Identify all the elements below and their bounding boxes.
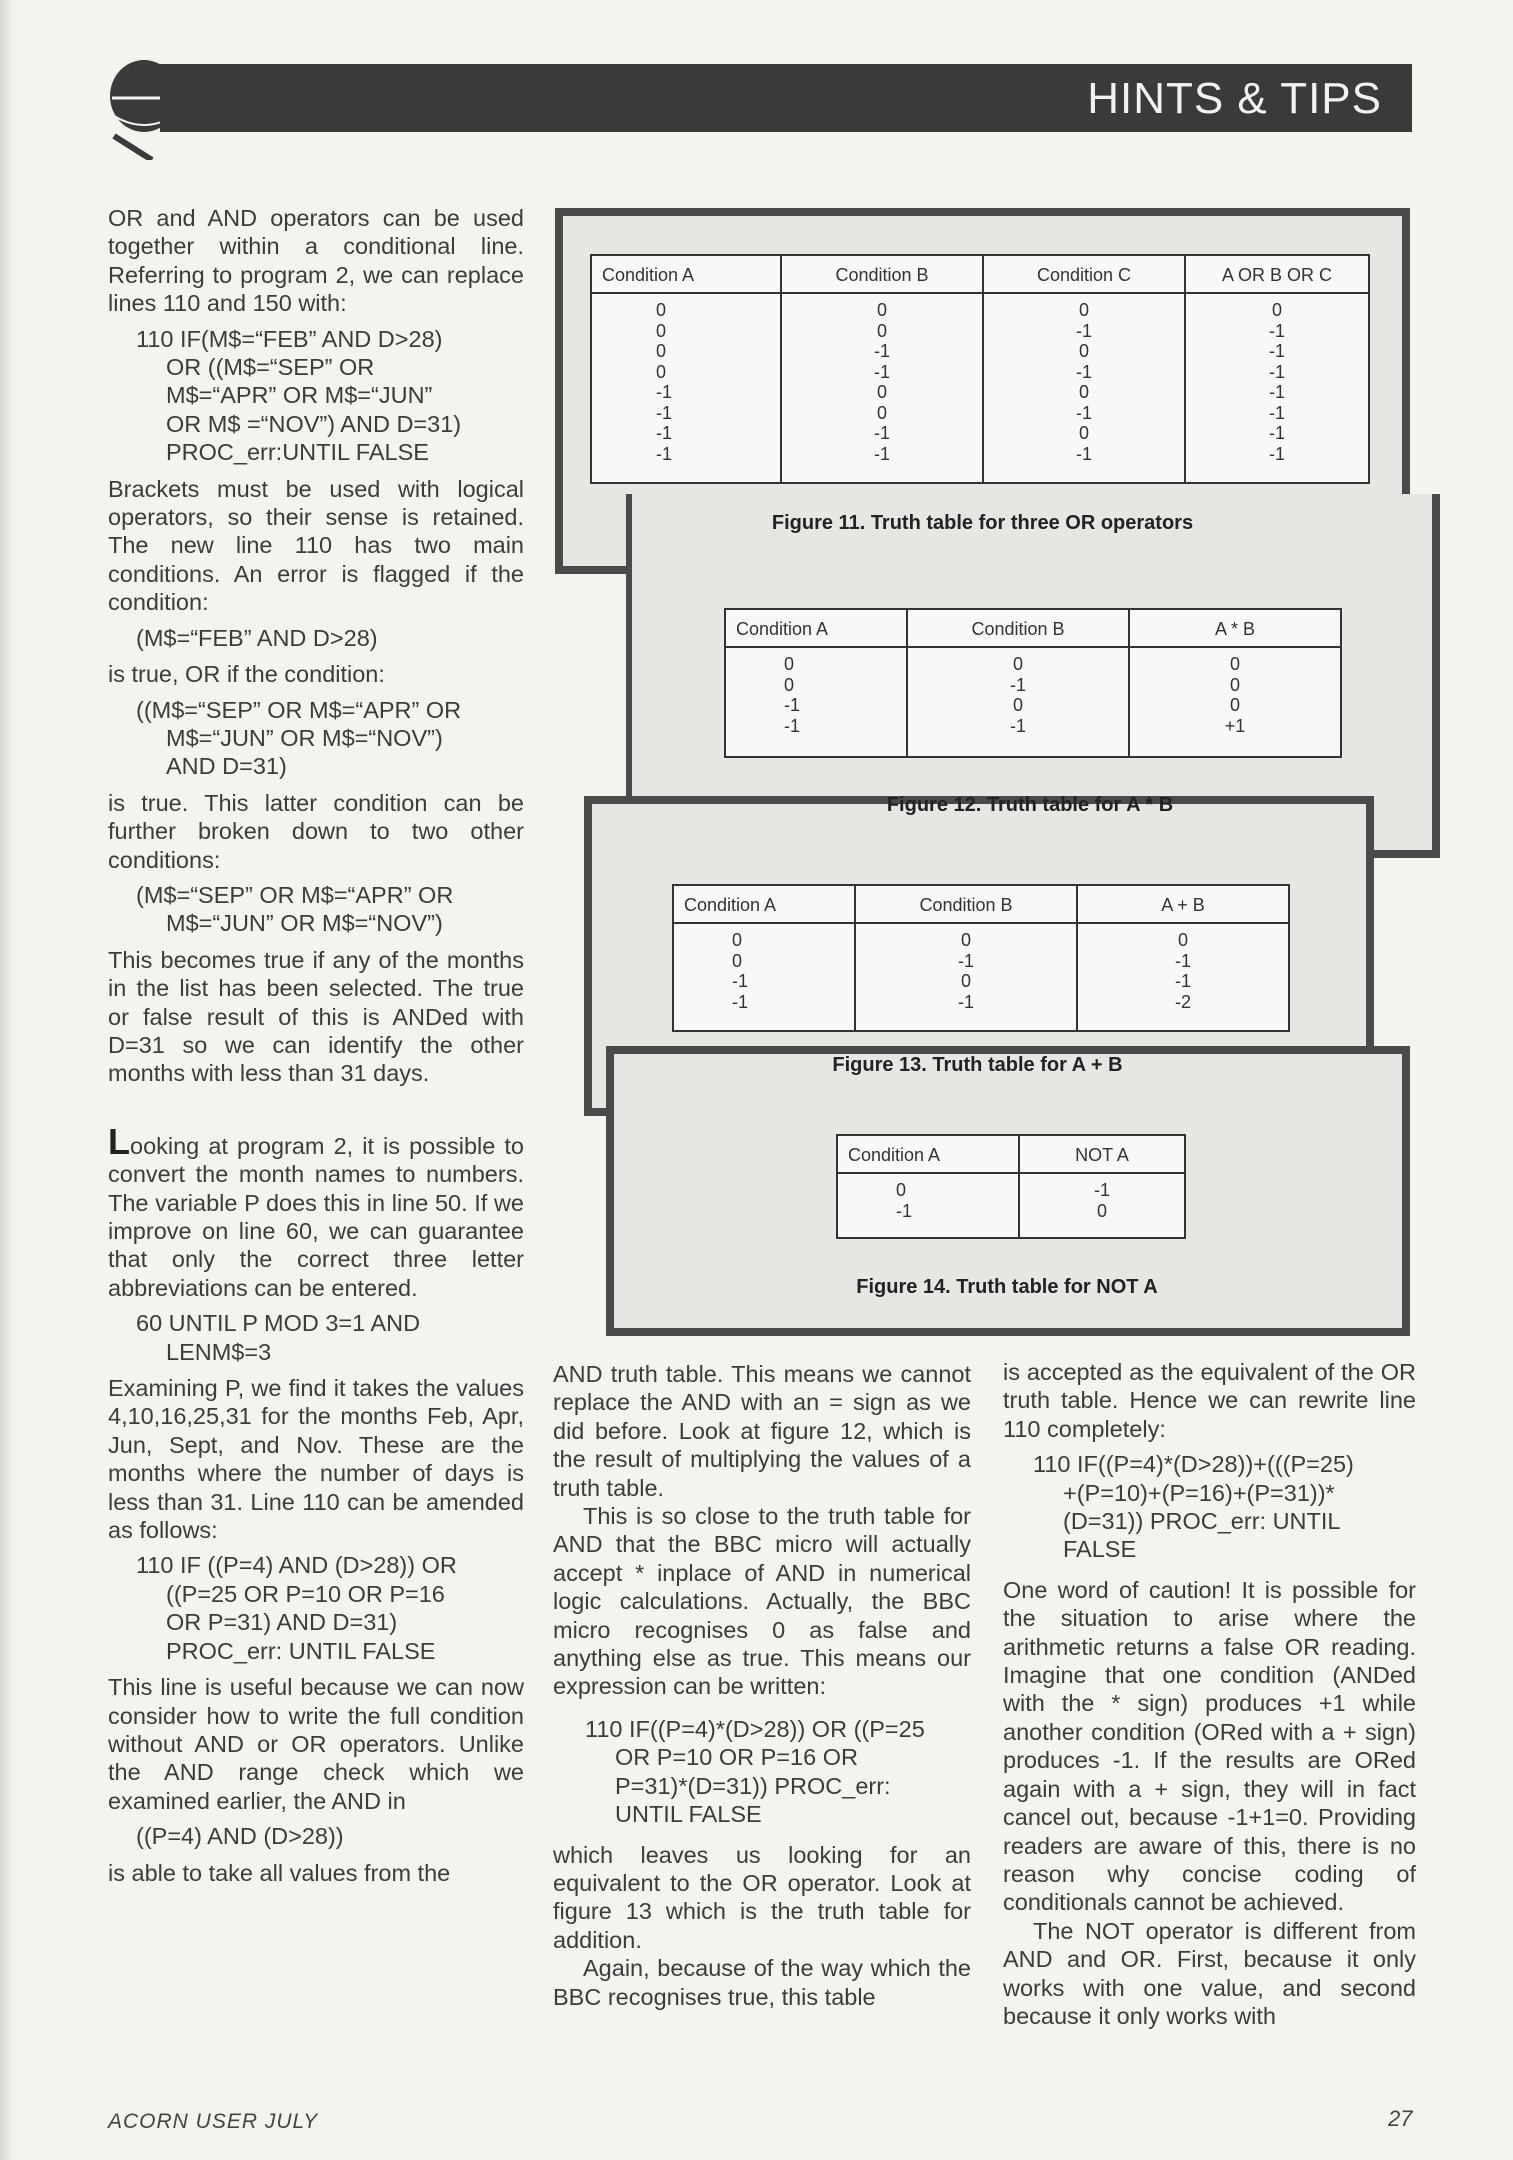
table-header-row xyxy=(673,885,1289,923)
paragraph: This becomes true if any of the months in the list has been selected. The true or false result of this is ANDed with D=31 so we can identify the other months with less than 31 days. xyxy=(108,946,524,1087)
column-header: Condition C xyxy=(983,255,1185,293)
column-values: 0 0 0 0 -1 -1 -1 -1 xyxy=(591,293,781,483)
code-line: LENM$=3 xyxy=(166,1338,272,1365)
code-line: OR P=31) AND D=31) xyxy=(166,1609,398,1636)
code-block xyxy=(108,325,524,467)
code-block xyxy=(108,1551,524,1665)
paragraph: AND truth table. This means we cannot replace the AND with an = sign as we did before. Look at figure 12, which is the result of multiplying the values of a truth table. xyxy=(553,1361,971,1501)
column-header: A * B xyxy=(1129,609,1341,647)
code-line: 110 IF((P=4)*(D>28))+(((P=25) xyxy=(1033,1451,1354,1478)
table-body-row xyxy=(837,1173,1185,1238)
code-block xyxy=(108,1309,524,1366)
code-block xyxy=(553,1715,971,1829)
figure-14-table xyxy=(836,1134,1186,1239)
table-header-row xyxy=(725,609,1341,647)
figure-12-caption: Figure 12. Truth table for A * B xyxy=(886,794,1174,816)
paragraph: OR and AND operators can be used together within a conditional line. Referring to program 2, we can replace lines 110 and 150 with: xyxy=(108,205,524,317)
code-line: M$=“APR” OR M$=“JUN” xyxy=(166,382,433,409)
code-line: AND D=31) xyxy=(166,753,287,780)
code-line: 110 IF(M$=“FEB” AND D>28) xyxy=(136,325,443,352)
paragraph: is true, OR if the condition: xyxy=(108,661,385,688)
code-line: OR P=10 OR P=16 OR xyxy=(615,1744,858,1771)
figure-14-caption: Figure 14. Truth table for NOT A xyxy=(856,1276,1158,1298)
figure-11-table xyxy=(590,254,1370,484)
code-line: 110 IF((P=4)*(D>28)) OR ((P=25 xyxy=(585,1715,925,1742)
page-edge-shadow xyxy=(0,0,14,2160)
paragraph: is true. This latter condition can be further broken down to two other conditions: xyxy=(108,789,524,873)
code-line: OR ((M$=“SEP” OR xyxy=(166,354,375,381)
paragraph xyxy=(108,1120,524,1302)
column-header: Condition B xyxy=(907,609,1129,647)
section-title: HINTS & TIPS xyxy=(1087,74,1382,123)
column-header: Condition B xyxy=(781,255,983,293)
column-values: 0 -1 xyxy=(837,1173,1019,1238)
paragraph: Again, because of the way which the BBC recognises true, this table xyxy=(553,1955,971,2010)
column-values: 0 0 -1 -1 0 0 -1 -1 xyxy=(781,293,983,483)
code-line: (M$=“FEB” AND D>28) xyxy=(136,624,378,651)
paragraph: is able to take all values from the xyxy=(108,1859,451,1886)
code-block xyxy=(108,1822,524,1850)
code-line: 110 IF ((P=4) AND (D>28)) OR xyxy=(136,1552,457,1579)
paragraph: One word of caution! It is possible for the situation to arise where the arithmetic returns a false OR reading. Imagine that one condition (ANDed with the * sign) produces +1 while another condition (ORed with a + sign) produces -1. If the results are ORed again with a + sign, they will in fact cancel out, because -1+1=0. Providing readers are aware of this, there is no reason why concise coding of conditionals cannot be achieved. xyxy=(1003,1576,1416,1916)
column-right xyxy=(1003,1358,1416,2037)
code-line: ((M$=“SEP” OR M$=“APR” OR xyxy=(136,696,462,723)
paragraph: Examining P, we find it takes the values 4,10,16,25,31 for the months Feb, Apr, Jun, Sept, and Nov. These are the months where the number of days is less than 31. Line 110 can be amended as follows: xyxy=(108,1375,524,1544)
column-values: 0 -1 -1 -2 xyxy=(1077,923,1289,1031)
drop-cap: L xyxy=(108,1120,130,1162)
code-block xyxy=(1003,1450,1416,1564)
figure-11-caption: Figure 11. Truth table for three OR operators xyxy=(771,512,1194,534)
code-line: M$=“JUN” OR M$=“NOV”) xyxy=(166,910,443,937)
paragraph: This is so close to the truth table for AND that the BBC micro will actually accept * inplace of AND in numerical logic calculations. Actually, the BBC micro recognises 0 as false and anything else as true. This means our expression can be written: xyxy=(553,1503,971,1700)
column-middle xyxy=(553,1360,971,2018)
code-line: FALSE xyxy=(1063,1536,1137,1563)
figure-12-table xyxy=(724,608,1342,758)
paragraph: Brackets must be used with logical operators, so their sense is retained. The new line 110 has two main conditions. An error is flagged if the condition: xyxy=(108,475,524,616)
column-header: Condition B xyxy=(855,885,1077,923)
table-body-row xyxy=(673,923,1289,1031)
paragraph: is accepted as the equivalent of the OR truth table. Hence we can rewrite line 110 completely: xyxy=(1003,1359,1416,1442)
paragraph-text: ooking at program 2, it is possible to convert the month names to numbers. The variable P does this in line 50. If we improve on line 60, we can guarantee that only the correct three letter abbreviations can be entered. xyxy=(108,1132,524,1301)
column-left xyxy=(108,204,524,1894)
code-line: P=31)*(D=31)) PROC_err: xyxy=(615,1772,891,1799)
column-header: Condition A xyxy=(725,609,907,647)
code-block xyxy=(108,696,524,781)
table-body-row xyxy=(725,647,1341,757)
code-line: PROC_err: UNTIL FALSE xyxy=(166,1637,436,1664)
page-number: 27 xyxy=(1388,2106,1413,2131)
figure-13-caption: Figure 13. Truth table for A + B xyxy=(832,1054,1123,1076)
paragraph: which leaves us looking for an equivalent to the OR operator. Look at figure 13 which is the truth table for addition. xyxy=(553,1841,971,1953)
column-header: Condition A xyxy=(673,885,855,923)
code-line: +(P=10)+(P=16)+(P=31))* xyxy=(1063,1479,1335,1506)
code-line: (D=31)) PROC_err: UNTIL xyxy=(1063,1508,1341,1535)
paragraph: The NOT operator is different from AND and OR. First, because it only works with one value, and second because it only works with xyxy=(1003,1917,1416,2029)
table-header-row xyxy=(591,255,1369,293)
column-values: 0 0 0 +1 xyxy=(1129,647,1341,757)
column-values: 0 -1 0 -1 xyxy=(907,647,1129,757)
column-values: 0 -1 -1 -1 -1 -1 -1 -1 xyxy=(1185,293,1369,483)
code-line: UNTIL FALSE xyxy=(615,1801,762,1828)
column-header: A OR B OR C xyxy=(1185,255,1369,293)
column-header: NOT A xyxy=(1019,1135,1185,1173)
table-header-row xyxy=(837,1135,1185,1173)
table-body-row xyxy=(591,293,1369,483)
section-header-bar xyxy=(160,64,1412,132)
column-values: 0 -1 0 -1 0 -1 0 -1 xyxy=(983,293,1185,483)
code-line: 60 UNTIL P MOD 3=1 AND xyxy=(136,1310,421,1337)
code-line: OR M$ =“NOV”) AND D=31) xyxy=(166,410,462,437)
column-header: Condition A xyxy=(591,255,781,293)
code-line: (M$=“SEP” OR M$=“APR” OR xyxy=(136,881,454,908)
code-line: ((P=25 OR P=10 OR P=16 xyxy=(166,1580,445,1607)
column-header: A + B xyxy=(1077,885,1289,923)
figure-13-table xyxy=(672,884,1290,1032)
column-values: -1 0 xyxy=(1019,1173,1185,1238)
column-values: 0 0 -1 -1 xyxy=(725,647,907,757)
footer-magazine: ACORN USER JULY xyxy=(108,2110,319,2133)
column-header: Condition A xyxy=(837,1135,1019,1173)
column-values: 0 -1 0 -1 xyxy=(855,923,1077,1031)
code-line: M$=“JUN” OR M$=“NOV”) xyxy=(166,724,443,751)
column-values: 0 0 -1 -1 xyxy=(673,923,855,1031)
code-block xyxy=(108,624,524,652)
code-block xyxy=(108,881,524,938)
code-line: PROC_err:UNTIL FALSE xyxy=(166,439,429,466)
paragraph: This line is useful because we can now consider how to write the full condition without AND or OR operators. Unlike the AND range check which we examined earlier, the AND in xyxy=(108,1674,524,1814)
code-line: ((P=4) AND (D>28)) xyxy=(136,1823,344,1850)
